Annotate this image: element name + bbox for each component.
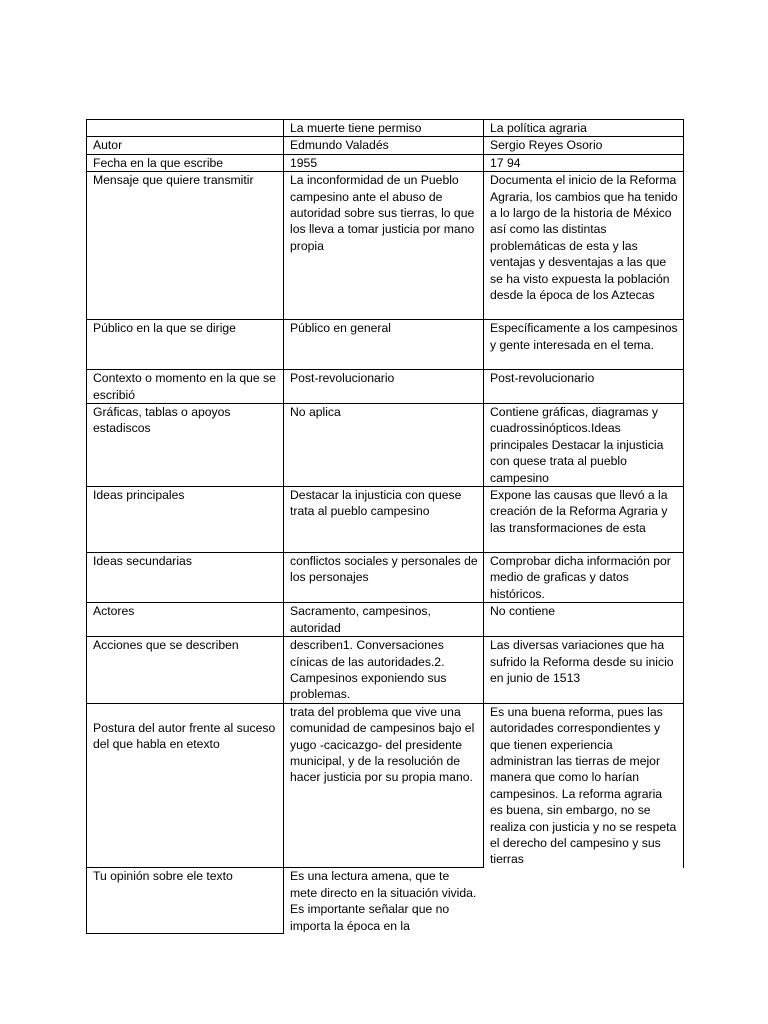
header-cell-work-1: La muerte tiene permiso — [284, 120, 484, 137]
row-label: Postura del autor frente al suceso del que habla en etexto — [87, 703, 284, 868]
cell-work-2: Contiene gráficas, diagramas y cuadrossinópticos.Ideas principales Destacar la injusticia con quese trata al pueblo campesino — [484, 404, 684, 487]
table-header-row — [87, 120, 684, 137]
cell-work-1: describen1. Conversaciones cínicas de las autoridades.2. Campesinos exponiendo sus problemas. — [284, 637, 484, 704]
cell-work-1 — [284, 868, 484, 934]
table-row — [87, 703, 684, 868]
comparison-table — [86, 119, 684, 934]
row-label: Contexto o momento en la que se escribió — [87, 370, 284, 404]
cell-work-1: conflictos sociales y personales de los personajes — [284, 553, 484, 603]
row-label: Ideas secundarias — [87, 553, 284, 603]
table-row — [87, 603, 684, 637]
table-row — [87, 320, 684, 370]
cell-work-1: trata del problema que vive una comunidad de campesinos bajo el yugo -cacicazgo- del presidente municipal, y de la resolución de hacer justicia por su propia mano. — [284, 703, 484, 868]
row-label: Mensaje que quiere transmitir — [87, 172, 284, 320]
row-label: Acciones que se describen — [87, 637, 284, 704]
cell-work-2: Específicamente a los campesinos y gente interesada en el tema. — [484, 320, 684, 370]
cell-work-2: Expone las causas que llevó a la creación de la Reforma Agraria y las transformaciones de esta — [484, 487, 684, 553]
row-label: Autor — [87, 137, 284, 154]
cell-work-2: Documenta el inicio de la Reforma Agraria, los cambios que ha tenido a lo largo de la historia de México así como las distintas problemáticas de esta y las ventajas y desventajas a las que se ha visto expuesta la población desde la época de los Aztecas — [484, 172, 684, 320]
cell-work-2 — [484, 868, 684, 934]
table-row — [87, 154, 684, 171]
cell-work-2: Post-revolucionario — [484, 370, 684, 404]
header-cell-empty — [87, 120, 284, 137]
row-label: Tu opinión sobre ele texto — [87, 868, 284, 934]
row-label: Ideas principales — [87, 487, 284, 553]
table-row — [87, 172, 684, 320]
cell-work-1: La inconformidad de un Pueblo campesino ante el abuso de autoridad sobre sus tierras, lo que los lleva a tomar justicia por mano propia — [284, 172, 484, 320]
cell-work-1: 1955 — [284, 154, 484, 171]
table-row — [87, 553, 684, 603]
row-label: Público en la que se dirige — [87, 320, 284, 370]
cell-work-2: Sergio Reyes Osorio — [484, 137, 684, 154]
table-row — [87, 370, 684, 404]
cell-work-2: Es una buena reforma, pues las autoridades correspondientes y que tienen experiencia administran las tierras de mejor manera que como lo harían campesinos. La reforma agraria es buena, sin embargo, no se realiza con justicia y no se respeta el derecho del campesino y sus tierras — [484, 703, 684, 868]
cell-work-1-text: Es una lectura amena, que te mete directo en la situación vivida. Es importante señalar que no importa la época en la — [290, 869, 477, 933]
cell-work-2: 17 94 — [484, 154, 684, 171]
cell-work-1: No aplica — [284, 404, 484, 487]
cell-work-1: Post-revolucionario — [284, 370, 484, 404]
cell-work-1: Destacar la injusticia con quese trata al pueblo campesino — [284, 487, 484, 553]
table-row — [87, 487, 684, 553]
table-row — [87, 404, 684, 487]
row-label: Gráficas, tablas o apoyos estadiscos — [87, 404, 284, 487]
cell-work-1: Sacramento, campesinos, autoridad — [284, 603, 484, 637]
cell-work-2: No contiene — [484, 603, 684, 637]
cell-work-2: Comprobar dicha información por medio de graficas y datos históricos. — [484, 553, 684, 603]
table-row — [87, 137, 684, 154]
cell-work-2: Las diversas variaciones que ha sufrido la Reforma desde su inicio en junio de 1513 — [484, 637, 684, 704]
row-label: Fecha en la que escribe — [87, 154, 284, 171]
cell-work-1: Edmundo Valadés — [284, 137, 484, 154]
row-label: Actores — [87, 603, 284, 637]
table-row — [87, 868, 684, 934]
cell-work-1: Público en general — [284, 320, 484, 370]
header-cell-work-2: La política agraria — [484, 120, 684, 137]
table-row — [87, 637, 684, 704]
